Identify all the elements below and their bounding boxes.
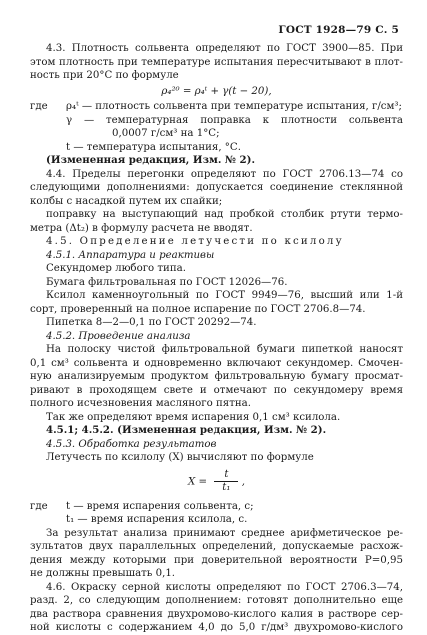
text-line: сорт, проверенный на полное испарение по ГОСТ 2706.8—74. xyxy=(30,303,366,315)
text-line: два раствора сравнения двухромово-кислого калия в растворе сер- xyxy=(30,608,403,620)
definition-text: t — время испарения сольвента, с; xyxy=(66,500,254,512)
text-line: Бумага фильтровальная по ГОСТ 12026—76. xyxy=(46,276,288,288)
text-line: зультатов двух параллельных определений, допускаемые расхож- xyxy=(30,541,403,552)
text-line: 4.3. Плотность сольвента определяют по ГОСТ 3900—85. При xyxy=(46,43,403,54)
document-body xyxy=(30,42,403,635)
formula-fraction xyxy=(214,469,238,494)
definition-row xyxy=(30,141,403,155)
definition-row xyxy=(30,100,403,114)
text-line: 4.4. Пределы перегонки определяют по ГОСТ 2706.13—74 со xyxy=(46,168,403,180)
definition-row xyxy=(30,513,403,527)
definition-row xyxy=(30,127,403,141)
text-line: За результат анализа принимают среднее арифметическое ре- xyxy=(46,527,403,539)
text-line: 0,1 см³ сольвента и одновременно включают секундомер. Смочен- xyxy=(30,357,403,369)
text-line: полного исчезновения масляного пятна. xyxy=(30,398,251,409)
definition-text: ρ₄ᵗ — плотность сольвента при температуре испытания, г/см³; xyxy=(66,101,402,112)
definition-row xyxy=(30,500,403,514)
definition-text: 0,0007 г/см³ на 1°С; xyxy=(112,128,220,139)
text-line: Ксилол каменноугольный по ГОСТ 9949—76, высший или 1-й xyxy=(46,290,403,301)
edition-note: 4.5.1; 4.5.2. (Измененная редакция, Изм. № 2). xyxy=(46,424,327,436)
subsection-heading: 4.5.3. Обработка результатов xyxy=(46,438,217,450)
subsection-heading: 4.5.1. Аппаратура и реактивы xyxy=(46,249,215,261)
page-header: ГОСТ 1928—79 С. 5 xyxy=(278,24,399,36)
definition-key: где xyxy=(30,101,48,112)
formula-end: , xyxy=(241,476,245,487)
text-line: Летучесть по ксилолу (X) вычисляют по формуле xyxy=(46,452,314,463)
text-line: дения между которыми при доверительной вероятности P=0,95 xyxy=(30,554,403,566)
text-line: метра (Δt₂) в формулу расчета не вводят. xyxy=(30,222,253,234)
text-line: ной кислоты с содержанием 4,0 до 5,0 г/дм³ двухромово-кислого xyxy=(30,622,403,633)
text-line: Секундомер любого типа. xyxy=(46,263,186,274)
text-line: ную анализируемым продуктом фильтровальную бумагу просмат- xyxy=(30,371,403,382)
section-heading: 4.5. Определение летучести по ксилолу xyxy=(46,236,344,247)
text-line: Так же определяют время испарения 0,1 см³ ксилола. xyxy=(46,411,341,423)
definition-key: где xyxy=(30,500,48,512)
text-line: ность при 20°С по формуле xyxy=(30,70,179,81)
definition-row xyxy=(30,114,403,128)
formula-lhs: X = xyxy=(188,476,208,487)
text-line: На полоску чистой фильтровальной бумаги пипеткой наносят xyxy=(46,344,403,355)
volatility-formula xyxy=(30,469,403,494)
text-line: ривают в проходящем свете и отмечают по секундомеру время xyxy=(30,384,403,396)
text-line: 4.6. Окраску серной кислоты определяют по ГОСТ 2706.3—74, xyxy=(46,581,403,593)
fraction-numerator: t xyxy=(214,469,238,482)
definition-text: t — температура испытания, °С. xyxy=(66,141,241,153)
text-line: поправку на выступающий над пробкой столбик ртути термо- xyxy=(46,209,403,220)
text-line: колбы с насадкой путем их спайки; xyxy=(30,195,223,207)
subsection-heading: 4.5.2. Проведение анализа xyxy=(46,330,191,342)
fraction-denominator: t₁ xyxy=(222,481,231,493)
definition-text: γ — температурная поправка к плотности сольвента xyxy=(66,114,403,126)
edition-note: (Измененная редакция, Изм. № 2). xyxy=(46,154,256,166)
text-line: Пипетка 8—2—0,1 по ГОСТ 20292—74. xyxy=(46,317,257,328)
density-formula: ρ₄²⁰ = ρ₄ᵗ + γ(t − 20), xyxy=(161,85,272,97)
definition-text: t₁ — время испарения ксилола, с. xyxy=(66,514,248,525)
text-line: не должны превышать 0,1. xyxy=(30,568,176,579)
text-line: следующими дополнениями: допускается соединение стеклянной xyxy=(30,182,403,193)
text-line: разд. 2, со следующим дополнением: готовят дополнительно еще xyxy=(30,595,403,606)
text-line: этом плотность при температуре испытания пересчитывают в плот- xyxy=(30,56,403,68)
